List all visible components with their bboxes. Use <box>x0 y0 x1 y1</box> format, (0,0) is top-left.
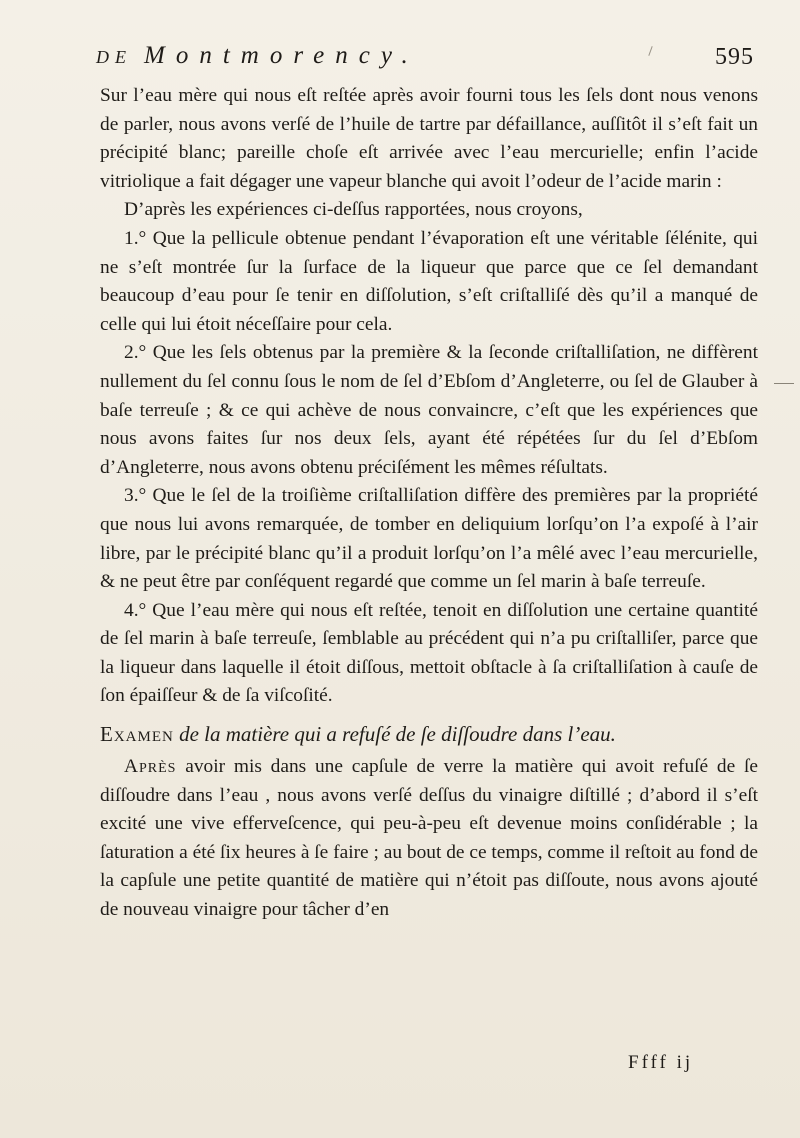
paragraph: 3.° Que le ſel de la troiſième criſtalliſation diffère des premières par la propriété que nous lui avons remarquée, de tomber en deliquium lorſqu’on l’a expoſé à l’air libre, par le précipité blanc qu’il a produit lorſqu’on l’a mêlé avec l’eau mercurielle, & ne peut être par conſéquent regardé que comme un ſel marin à baſe terreuſe. <box>100 485 758 593</box>
paragraph: 4.° Que l’eau mère qui nous eſt reſtée, tenoit en diſſolution une certaine quantité de ſel marin à baſe terreuſe, ſemblable au précédent qui n’a pu criſtalliſer, parce que la liqueur dans laquelle il étoit diſſous, mettoit obſtacle à ſa criſtalliſation à cauſe de ſon épaiſſeur & de ſa viſcoſité. <box>100 599 758 707</box>
paragraph: 2.° Que les ſels obtenus par la première & la ſeconde criſtalliſation, ne diffèrent nullement du ſel connu ſous le nom de ſel d’Ebſom d’Angleterre, ou ſel de Glauber à baſe terreuſe ; & ce qui achève de nous convaincre, c’eſt que les expériences que nous avons faites ſur nos deux ſels, ayant été répétées ſur du ſel d’Ebſom d’Angleterre, nous avons obtenu préciſément les mêmes réſultats. <box>100 342 758 478</box>
running-title-de: DE <box>96 47 132 67</box>
section-paragraph-text: avoir mis dans une capſule de verre la matière qui avoit refuſé de ſe diſſoudre dans l’eau , nous avons verſé deſſus du vinaigre diſtillé ; d’abord il s’eſt excité une vive efferveſcence, qui peu-à-peu eſt devenue moins conſidérable ; la ſaturation a été ſix heures à ſe faire ; au bout de ce temps, comme il reſtoit au fond de la capſule une petite quantité de matière qui n’étoit pas diſſoute, nous avons ajouté de nouveau vinaigre pour tâcher d’en <box>100 756 758 921</box>
section-heading-rest: de la matière qui a refuſé de ſe diſſoudre dans l’eau. <box>173 722 616 747</box>
section-paragraph-lead: Après <box>124 756 177 778</box>
section-heading-lead: Examen <box>100 722 174 747</box>
paragraph: D’après les expériences ci-deſſus rapportées, nous croyons, <box>124 199 583 221</box>
body-text <box>100 82 758 925</box>
margin-dash <box>774 383 794 384</box>
signature-mark: Ffff ij <box>628 1052 694 1073</box>
running-header <box>96 40 756 80</box>
paragraph: Sur l’eau mère qui nous eſt reſtée après avoir fourni tous les ſels dont nous venons de parler, nous avons verſé de l’huile de tartre par défaillance, auſſitôt il s’eſt fait un précipité blanc; pareille choſe eſt arrivée avec l’eau mercurielle; enfin l’acide vitriolique a fait dégager une vapeur blanche qui avoit l’odeur de l’acide marin : <box>100 85 758 192</box>
paragraph: 1.° Que la pellicule obtenue pendant l’évaporation eſt une véritable ſélénite, qui ne s’eſt montrée ſur la ſurface de la liqueur que parce que ce ſel demandant beaucoup d’eau pour ſe tenir en diſſolution, s’eſt criſtalliſé dès qu’il a manqué de celle qui lui étoit néceſſaire pour cela. <box>100 227 758 335</box>
section-heading <box>100 719 758 749</box>
running-title-name: Montmorency. <box>144 42 419 69</box>
section-paragraph <box>100 753 758 925</box>
running-title <box>96 42 419 70</box>
page-number: 595 <box>715 44 754 70</box>
